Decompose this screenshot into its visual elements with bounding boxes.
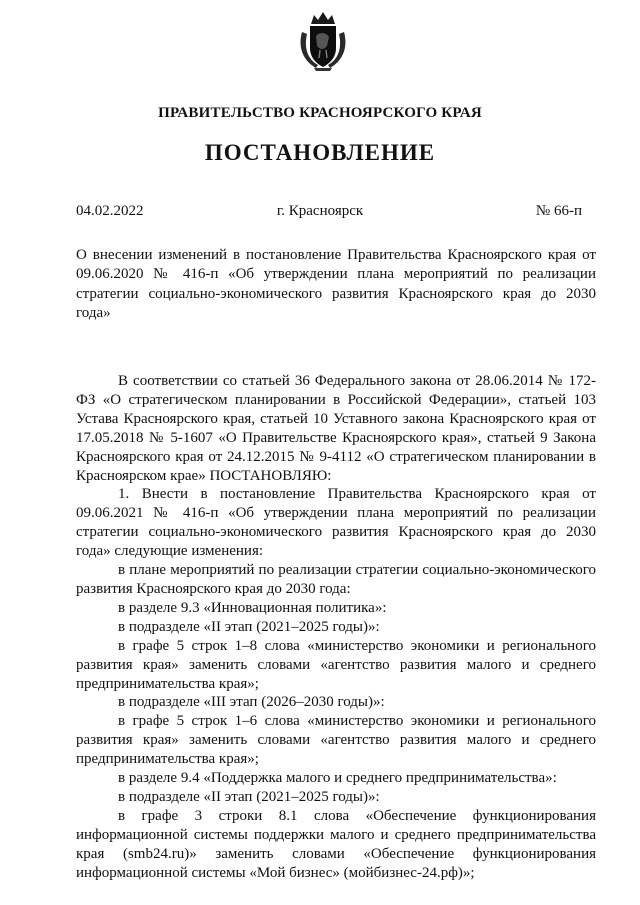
coat-of-arms-icon <box>296 10 350 72</box>
body-paragraph: в подразделе «II этап (2021–2025 годы)»: <box>118 788 380 805</box>
document-body <box>76 372 596 882</box>
body-paragraph: в графе 5 строк 1–6 слова «министерство экономики и регионального развития края» заменить словами «агентство развития малого и среднего предпринимательства края»; <box>76 713 596 768</box>
document-city: г. Красноярск <box>276 203 364 219</box>
document-date: 04.02.2022 <box>76 203 144 219</box>
body-paragraph: в подразделе «II этап (2021–2025 годы)»: <box>118 618 380 635</box>
body-paragraph: в графе 3 строки 8.1 слова «Обеспечение функционирования информационной системы поддержки малого и среднего предпринимательства края (smb24.ru)» заменить словами «Обеспечение функционирования информационной системы «Мой бизнес» (мойбизнес-24.рф)»; <box>76 807 596 881</box>
body-paragraph: В соответствии со статьей 36 Федерального закона от 28.06.2014 № 172-ФЗ «О стратегическом планировании в Российской Федерации», статьей 103 Устава Красноярского края, статьей 10 Уставного закона Красноярского края от 17.05.2018 № 5-1607 «О Правительстве Красноярского края», статьей 9 Закона Красноярского края от 24.12.2015 № 9-4112 «О стратегическом планировании в Красноярском крае» ПОСТАНОВЛЯЮ: <box>76 373 596 484</box>
body-paragraph: в подразделе «III этап (2026–2030 годы)»: <box>118 694 385 711</box>
document-number: № 66-п <box>535 203 582 219</box>
document-type-title: ПОСТАНОВЛЕНИЕ <box>204 140 436 165</box>
body-paragraph: в графе 5 строк 1–8 слова «министерство экономики и регионального развития края» заменить словами «агентство развития малого и среднего предпринимательства края»; <box>76 637 596 692</box>
body-paragraph: в разделе 9.3 «Инновационная политика»: <box>118 599 387 616</box>
body-paragraph: в разделе 9.4 «Поддержка малого и среднего предпринимательства»: <box>118 770 557 787</box>
organization-title: ПРАВИТЕЛЬСТВО КРАСНОЯРСКОГО КРАЯ <box>158 105 482 121</box>
body-paragraph: 1. Внести в постановление Правительства Красноярского края от 09.06.2021 № 416-п «Об утверждении плана мероприятий по реализации стратегии социально-экономического развития Красноярского края до 2030 года» следующие изменения: <box>76 486 596 560</box>
body-paragraph: в плане мероприятий по реализации стратегии социально-экономического развития Красноярского края до 2030 года: <box>76 562 596 597</box>
document-subject: О внесении изменений в постановление Правительства Красноярского края от 09.06.2020 № 416-п «Об утверждении плана мероприятий по реализации стратегии социально-экономического развития Красноярского края до 2030 года» <box>76 247 596 322</box>
